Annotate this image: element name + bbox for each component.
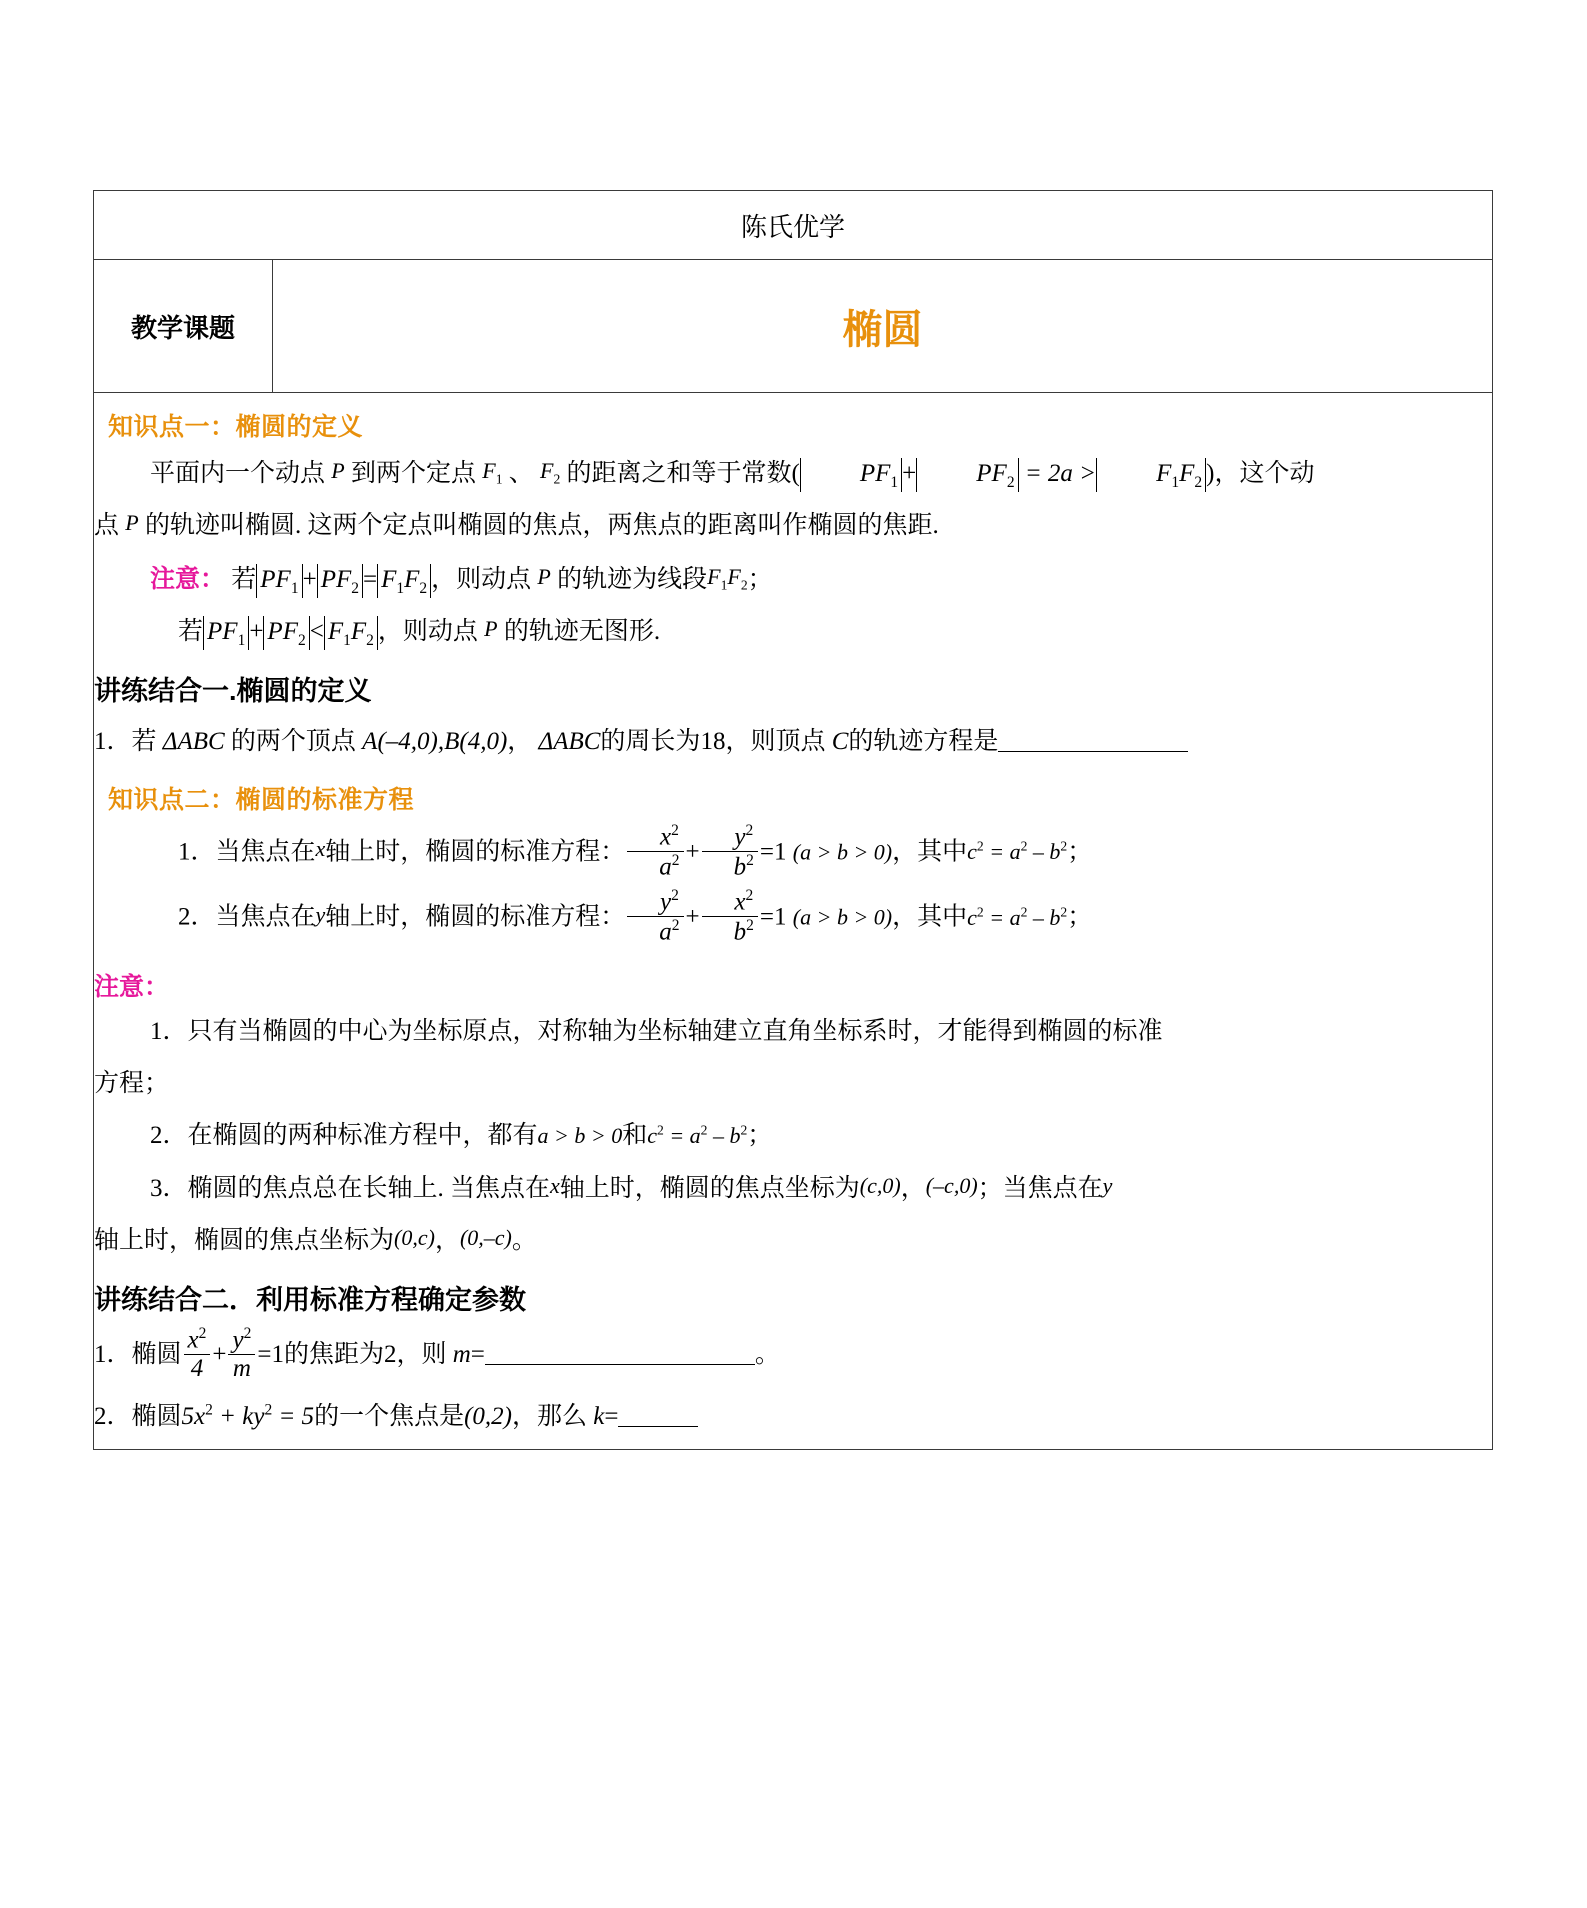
- note-item-3-text-a: 3．椭圆的焦点总在长轴上. 当焦点在: [150, 1174, 551, 1202]
- q1-text-a: 1．若: [94, 728, 157, 755]
- math-f1f2-seg: $F_1F_2$: [707, 563, 748, 592]
- semi-1: ；: [1067, 838, 1093, 866]
- math-focus-negc0: (–c,0): [925, 1172, 978, 1198]
- math-abs-pf2-b: $PF_2$: [317, 564, 363, 598]
- math-focus-0c: (0,c): [394, 1224, 435, 1250]
- math-c2-eq-a2-b2-1: $c^2 = a^2 - b^2$: [967, 838, 1068, 865]
- note-item-3-text-b: 轴上时，椭圆的焦点坐标为: [559, 1174, 860, 1202]
- definition-text-c: 、: [508, 460, 534, 487]
- math-condition-1: (a > b > 0): [792, 839, 893, 865]
- math-m-var: m: [452, 1340, 471, 1368]
- math-point-p-2: P: [125, 510, 139, 536]
- math-frac-y2-m: $\frac{y^2}{m}$: [228, 1325, 255, 1383]
- math-a-gt-b-gt-0: a > b > 0: [537, 1123, 623, 1149]
- p2q1-eq: =: [470, 1340, 485, 1368]
- note-item-2-text-b: 和: [622, 1122, 648, 1150]
- std1-text-b: 轴上时，椭圆的标准方程：: [325, 838, 626, 866]
- math-focus-02: (0,2): [464, 1403, 512, 1431]
- math-frac-y2-b2: $\frac{y^2}{b^2}$: [702, 822, 758, 882]
- definition-text-g: 的轨迹叫椭圆. 这两个定点叫椭圆的焦点，两焦点的距离叫作椭圆的焦距.: [144, 512, 939, 540]
- math-eq-one-2: =1: [759, 903, 787, 931]
- math-abs-pf2-c: $PF_2$: [263, 616, 309, 650]
- p2q2-eq: =: [604, 1403, 619, 1431]
- std1-text-c: ，其中: [892, 838, 968, 866]
- note-item-1-cont: [94, 1061, 1492, 1107]
- q1-text-b: 的两个顶点: [230, 728, 356, 755]
- practice-2-question-1: 1．椭圆 $\frac{x^2}{4}$ + $\frac{y^2}{m}$ =1的焦距为2，则 m= 。: [94, 1325, 780, 1383]
- q1-value-18: 18: [700, 728, 726, 755]
- practice-2-question-2: [94, 1393, 1492, 1441]
- note-item-1b-text: 方程；: [94, 1070, 170, 1098]
- content-row: [94, 393, 1493, 1450]
- note-item-3-text-c: ，: [900, 1174, 926, 1202]
- note2-post: 的轨迹无图形.: [503, 617, 661, 645]
- math-abs-pf1-c: $PF_1$: [203, 616, 249, 650]
- std2-text-b: 轴上时，椭圆的标准方程：: [325, 903, 626, 931]
- topic-label: 教学课题: [94, 260, 273, 393]
- math-focus-c0: (c,0): [859, 1172, 901, 1198]
- math-point-b: B(4,0): [444, 728, 508, 755]
- math-f1: $F_1$: [482, 458, 503, 487]
- math-abs-f1f2-c: $F_1F_2$: [324, 616, 378, 650]
- math-eq-one-1: =1: [759, 838, 787, 866]
- practice-1-question-1: [94, 718, 1492, 766]
- math-frac-x2-a2: $\frac{x^2}{a^2}$: [627, 822, 683, 882]
- practice-section-2-heading: 讲练结合二．利用标准方程确定参数: [94, 1285, 526, 1316]
- note-item-2-text-a: 2．在椭圆的两种标准方程中，都有: [150, 1122, 538, 1150]
- math-condition-2: (a > b > 0): [792, 904, 893, 930]
- standard-equation-1: 1．当焦点在x轴上时，椭圆的标准方程： $\frac{x^2}{a^2}$ + $\frac{y^2}{b^2}$ =1 (a > b > 0)，其中$c^2 = a^2 - b^2$；: [178, 821, 1093, 881]
- math-triangle-abc: ΔABC: [162, 728, 225, 755]
- math-triangle-abc-2: ΔABC: [538, 728, 601, 755]
- note-item-3-text-f: ，: [434, 1226, 460, 1254]
- math-two-a: = 2a >: [1024, 460, 1097, 487]
- math-frac-x2-4: $\frac{x^2}{4}$: [184, 1325, 211, 1383]
- math-y-axis: y: [315, 901, 326, 927]
- math-abs-f1f2-b: $F_1F_2$: [377, 564, 431, 598]
- math-eq-1: =: [362, 565, 378, 593]
- note-block-label: 注意：: [94, 972, 170, 1001]
- q1-text-f: ，则顶点: [725, 728, 826, 755]
- definition-text-b: 到两个定点: [350, 460, 476, 487]
- topic-row: [94, 260, 1493, 393]
- p2q2-text-b: 的一个焦点是: [314, 1403, 465, 1431]
- note2-mid: ，则动点: [377, 617, 478, 645]
- math-abs-pf2: $PF_2$: [916, 458, 1018, 492]
- note1-end: ；: [747, 565, 773, 593]
- brand-row: [94, 191, 1493, 260]
- standard-equation-2: 2．当焦点在y轴上时，椭圆的标准方程： $\frac{y^2}{a^2}$ + $\frac{x^2}{b^2}$ =1 (a > b > 0)，其中$c^2 = a^2 - b^2$；: [178, 887, 1093, 946]
- definition-paragraph: 平面内一个动点 P 到两个定点 $F_1$ 、 $F_2$ 的距离之和等于常数( $PF_1 + PF_2 = 2a > F_1F_2$ )，这个动: [150, 458, 1315, 491]
- q1-text-d: 的周长为: [600, 728, 701, 755]
- note2-pre: 若: [178, 617, 204, 645]
- p2q1-end: 。: [754, 1340, 780, 1368]
- math-c2-eq-a2-b2-2: $c^2 = a^2 - b^2$: [967, 904, 1068, 930]
- definition-text-a: 平面内一个动点: [150, 460, 326, 487]
- p2q1-text-a: 1．椭圆: [94, 1340, 182, 1368]
- note1-post: 的轨迹为线段: [557, 565, 708, 593]
- p2q2-text-d: ，那么: [511, 1403, 587, 1431]
- math-frac-y2-a2: $\frac{y^2}{a^2}$: [627, 887, 683, 947]
- answer-blank-q1[interactable]: [998, 751, 1188, 752]
- math-k-var: k: [593, 1403, 605, 1431]
- knowledge-point-2-heading: 知识点二：椭圆的标准方程: [108, 785, 415, 814]
- lesson-content: [94, 393, 1493, 1450]
- math-point-a: A(–4,0),: [362, 728, 445, 755]
- note-item-3-text-d: ；当焦点在: [977, 1174, 1103, 1202]
- note-item-1: [94, 1009, 1492, 1055]
- q1-text-g: 的轨迹方程是: [848, 728, 999, 755]
- p2q2-text-a: 2．椭圆: [94, 1403, 182, 1431]
- math-frac-x2-b2: $\frac{x^2}{b^2}$: [702, 887, 758, 947]
- note-line-2: 若 $PF_1 + PF_2 < F_1F_2$ ，则动点 P 的轨迹无图形.: [178, 615, 661, 649]
- math-abs-pf1: $PF_1$: [800, 458, 902, 492]
- note-item-3-cont: [94, 1218, 1492, 1264]
- math-abs-pf1-b: $PF_1$: [256, 564, 302, 598]
- math-c2-eq-a2-b2-3: $c^2 = a^2 - b^2$: [647, 1122, 748, 1149]
- note-item-3-text-g: 。: [511, 1226, 537, 1254]
- q1-text-c: ，: [507, 728, 533, 755]
- note-line-1: 注意： 若 $PF_1 + PF_2 = F_1F_2$ ，则动点 P 的轨迹为线段$F_1F_2$；: [150, 563, 773, 597]
- math-point-p: P: [331, 458, 345, 483]
- math-5x2-ky2-5: $5x^2 + ky^2 = 5$: [181, 1402, 315, 1431]
- definition-paragraph-2: [94, 503, 1492, 549]
- lesson-table: [93, 190, 1493, 1450]
- note-item-2-text-c: ；: [747, 1122, 773, 1150]
- math-f2: $F_2$: [540, 458, 561, 487]
- topic-title: 椭圆: [273, 260, 1493, 393]
- p2q1-text-d: ，则: [396, 1340, 447, 1368]
- math-y-axis-2: y: [1102, 1172, 1113, 1198]
- math-abs-f1f2: $F_1F_2$: [1096, 458, 1206, 492]
- practice-section-1-heading: 讲练结合一.椭圆的定义: [94, 676, 372, 706]
- note1-mid: ，则动点: [431, 565, 532, 593]
- definition-text-f: 点: [94, 512, 120, 540]
- brand-title: 陈氏优学: [94, 191, 1493, 260]
- note-item-2: [94, 1113, 1492, 1159]
- math-point-p-3: P: [537, 563, 551, 589]
- p2q1-value: 2: [383, 1340, 397, 1368]
- math-eq-one-3: =1: [257, 1340, 284, 1368]
- math-lt-1: <: [309, 617, 324, 645]
- note-item-3: [94, 1166, 1492, 1212]
- std1-text-a: 1．当焦点在: [178, 838, 316, 866]
- answer-blank-p2q1[interactable]: [485, 1364, 755, 1365]
- knowledge-point-1-heading: 知识点一：椭圆的定义: [108, 413, 364, 441]
- semi-2: ；: [1067, 903, 1093, 931]
- math-point-p-4: P: [484, 615, 498, 641]
- std2-text-a: 2．当焦点在: [178, 903, 316, 931]
- note-label: 注意：: [150, 564, 226, 593]
- std2-text-c: ，其中: [892, 903, 968, 931]
- math-x-axis: x: [315, 836, 326, 862]
- note1-pre: 若: [231, 565, 257, 593]
- note-item-1-text: 1．只有当椭圆的中心为坐标原点，对称轴为坐标轴建立直角坐标系时，才能得到椭圆的标准: [150, 1017, 1163, 1045]
- math-x-axis-2: x: [550, 1172, 560, 1198]
- definition-text-e: )，这个动: [1206, 460, 1315, 487]
- math-point-c: C: [831, 728, 849, 755]
- math-focus-0negc: (0,–c): [459, 1224, 512, 1250]
- answer-blank-p2q2[interactable]: [618, 1426, 698, 1427]
- note-item-3-text-e: 轴上时，椭圆的焦点坐标为: [94, 1226, 395, 1254]
- p2q1-text-b: 的焦距为: [283, 1340, 384, 1368]
- definition-text-d: 的距离之和等于常数(: [566, 460, 800, 487]
